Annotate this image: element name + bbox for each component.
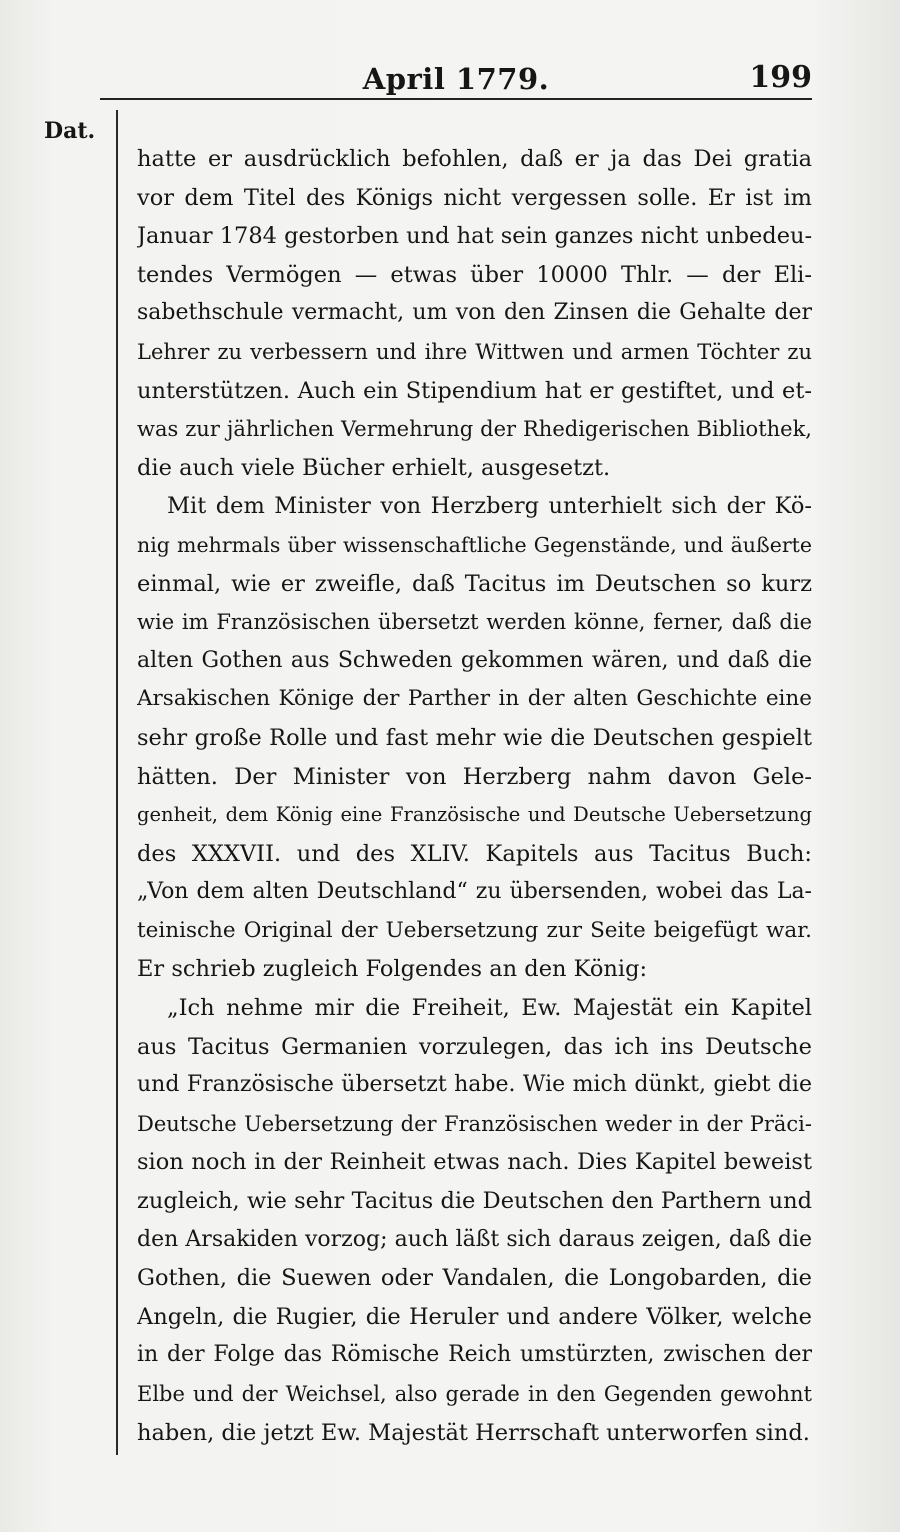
text-line: Elbe und der Weichsel, also gerade in den Gegenden gewohnt bbox=[137, 1382, 812, 1406]
text-line: die auch viele Bücher erhielt, ausgesetzt. bbox=[137, 454, 611, 481]
text-line: hatte er ausdrücklich befohlen, daß er ja das Dei gratia bbox=[137, 146, 812, 172]
text-line: den Arsakiden vorzog; auch läßt sich daraus zeigen, daß die bbox=[137, 1226, 812, 1252]
text-line: Gothen, die Suewen oder Vandalen, die Longobarden, die bbox=[137, 1265, 812, 1292]
text-line: Deutsche Uebersetzung der Französischen weder in der Präci- bbox=[137, 1111, 812, 1136]
text-line: Januar 1784 gestorben und hat sein ganzes nicht unbedeu- bbox=[137, 223, 812, 250]
margin-rule bbox=[116, 110, 118, 1455]
text-line: Angeln, die Rugier, die Heruler und andere Völker, welche bbox=[137, 1303, 812, 1330]
margin-note-date: Dat. bbox=[44, 118, 96, 144]
text-line: sion noch in der Reinheit etwas nach. Dies Kapitel beweist bbox=[137, 1149, 812, 1176]
page-header bbox=[100, 60, 812, 96]
text-line: vor dem Titel des Königs nicht vergessen solle. Er ist im bbox=[137, 184, 812, 211]
header-rule bbox=[100, 98, 812, 100]
text-line: in der Folge das Römische Reich umstürzten, zwischen der bbox=[137, 1342, 812, 1368]
text-line: teinische Original der Uebersetzung zur Seite beigefügt war. bbox=[137, 917, 812, 943]
text-line: sabethschule vermacht, um von den Zinsen die Gehalte der bbox=[137, 300, 812, 326]
text-line: einmal, wie er zweifle, daß Tacitus im Deutschen so kurz bbox=[137, 570, 812, 597]
text-line: hätten. Der Minister von Herzberg nahm davon Gele- bbox=[137, 763, 812, 790]
text-line: sehr große Rolle und fast mehr wie die Deutschen gespielt bbox=[137, 724, 812, 751]
text-line: „Ich nehme mir die Freiheit, Ew. Majestät ein Kapitel bbox=[167, 995, 812, 1022]
page-number: 199 bbox=[749, 60, 812, 95]
body-text bbox=[137, 140, 812, 1452]
text-line: alten Gothen aus Schweden gekommen wären, und daß die bbox=[137, 647, 812, 673]
text-line: Mit dem Minister von Herzberg unterhielt sich der Kö- bbox=[167, 493, 812, 520]
text-line: Arsakischen Könige der Parther in der alten Geschichte eine bbox=[137, 686, 812, 712]
text-line: zugleich, wie sehr Tacitus die Deutschen den Parthern und bbox=[137, 1188, 812, 1215]
text-line: genheit, dem König eine Französische und Deutsche Uebersetzung bbox=[137, 803, 812, 827]
text-line: wie im Französischen übersetzt werden könne, ferner, daß die bbox=[137, 610, 812, 635]
text-line: aus Tacitus Germanien vorzulegen, das ich ins Deutsche bbox=[137, 1033, 812, 1060]
text-line: Er schrieb zugleich Folgendes an den König: bbox=[137, 956, 648, 983]
text-line: und Französische übersetzt habe. Wie mich dünkt, giebt die bbox=[137, 1072, 812, 1098]
text-line: unterstützen. Auch ein Stipendium hat er gestiftet, und et- bbox=[137, 377, 812, 404]
text-line: tendes Vermögen — etwas über 10000 Thlr. — der Eli- bbox=[137, 261, 812, 288]
text-line: des XXXVII. und des XLIV. Kapitels aus Tacitus Buch: bbox=[137, 840, 812, 867]
text-line: was zur jährlichen Vermehrung der Rhedigerischen Bibliothek, bbox=[137, 417, 812, 442]
text-line: haben, die jetzt Ew. Majestät Herrschaft unterworfen sind. bbox=[137, 1419, 810, 1446]
text-line: „Von dem alten Deutschland“ zu übersenden, wobei das La- bbox=[137, 879, 812, 905]
running-head: April 1779. bbox=[362, 62, 550, 96]
text-line: nig mehrmals über wissenschaftliche Gegenstände, und äußerte bbox=[137, 532, 812, 557]
text-line: Lehrer zu verbessern und ihre Wittwen und armen Töchter zu bbox=[137, 339, 812, 364]
